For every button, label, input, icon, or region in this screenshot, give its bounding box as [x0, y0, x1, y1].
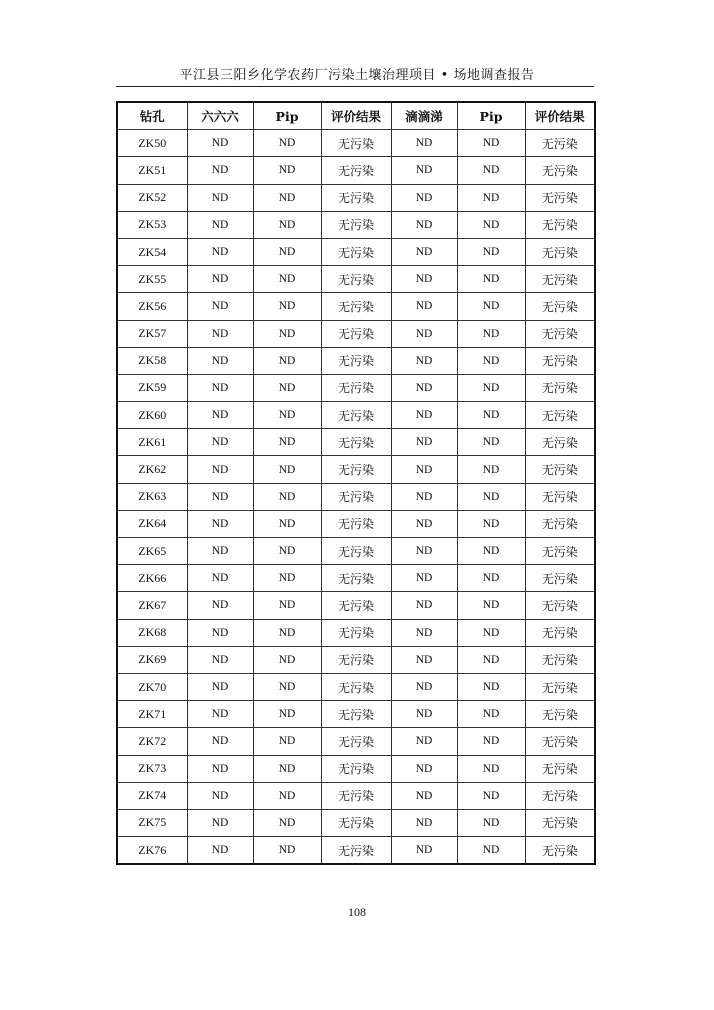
pip-hch-cell: ND	[253, 782, 321, 809]
evaluation-hch-cell: 无污染	[321, 429, 391, 456]
evaluation-hch-cell: 无污染	[321, 538, 391, 565]
column-header-borehole: 钻孔	[117, 102, 187, 130]
evaluation-ddt-cell: 无污染	[525, 266, 595, 293]
borehole-cell: ZK69	[117, 646, 187, 673]
pip-hch-cell: ND	[253, 673, 321, 700]
table-row	[117, 293, 595, 320]
pip-ddt-cell: ND	[457, 728, 525, 755]
evaluation-ddt-cell: 无污染	[525, 157, 595, 184]
evaluation-hch-cell: 无污染	[321, 619, 391, 646]
pip-hch-cell: ND	[253, 701, 321, 728]
borehole-cell: ZK59	[117, 374, 187, 401]
evaluation-hch-cell: 无污染	[321, 646, 391, 673]
ddt-value-cell: ND	[391, 456, 457, 483]
ddt-value-cell: ND	[391, 483, 457, 510]
hch-value-cell: ND	[187, 782, 253, 809]
pip-ddt-cell: ND	[457, 293, 525, 320]
borehole-cell: ZK55	[117, 266, 187, 293]
borehole-cell: ZK65	[117, 538, 187, 565]
column-header-pip-ddt: Pip	[457, 102, 525, 130]
borehole-cell: ZK58	[117, 347, 187, 374]
evaluation-ddt-cell: 无污染	[525, 130, 595, 157]
pip-hch-cell: ND	[253, 266, 321, 293]
pip-hch-cell: ND	[253, 565, 321, 592]
ddt-value-cell: ND	[391, 266, 457, 293]
evaluation-hch-cell: 无污染	[321, 782, 391, 809]
hch-value-cell: ND	[187, 646, 253, 673]
hch-value-cell: ND	[187, 755, 253, 782]
pip-hch-cell: ND	[253, 809, 321, 836]
hch-value-cell: ND	[187, 402, 253, 429]
hch-value-cell: ND	[187, 483, 253, 510]
pip-ddt-cell: ND	[457, 266, 525, 293]
ddt-value-cell: ND	[391, 619, 457, 646]
borehole-cell: ZK56	[117, 293, 187, 320]
evaluation-hch-cell: 无污染	[321, 293, 391, 320]
evaluation-ddt-cell: 无污染	[525, 755, 595, 782]
borehole-cell: ZK62	[117, 456, 187, 483]
evaluation-ddt-cell: 无污染	[525, 293, 595, 320]
ddt-value-cell: ND	[391, 673, 457, 700]
evaluation-hch-cell: 无污染	[321, 673, 391, 700]
evaluation-hch-cell: 无污染	[321, 347, 391, 374]
evaluation-ddt-cell: 无污染	[525, 211, 595, 238]
pip-hch-cell: ND	[253, 184, 321, 211]
pip-ddt-cell: ND	[457, 538, 525, 565]
pip-ddt-cell: ND	[457, 565, 525, 592]
pip-ddt-cell: ND	[457, 238, 525, 265]
pip-hch-cell: ND	[253, 293, 321, 320]
page-number: 108	[348, 905, 366, 919]
pip-hch-cell: ND	[253, 510, 321, 537]
borehole-cell: ZK75	[117, 809, 187, 836]
evaluation-ddt-cell: 无污染	[525, 782, 595, 809]
table-row	[117, 238, 595, 265]
table-row	[117, 510, 595, 537]
evaluation-ddt-cell: 无污染	[525, 592, 595, 619]
evaluation-ddt-cell: 无污染	[525, 646, 595, 673]
ddt-value-cell: ND	[391, 701, 457, 728]
borehole-cell: ZK53	[117, 211, 187, 238]
hch-value-cell: ND	[187, 809, 253, 836]
pip-ddt-cell: ND	[457, 809, 525, 836]
hch-value-cell: ND	[187, 565, 253, 592]
pip-hch-cell: ND	[253, 755, 321, 782]
hch-value-cell: ND	[187, 238, 253, 265]
table-row	[117, 701, 595, 728]
borehole-cell: ZK74	[117, 782, 187, 809]
hch-value-cell: ND	[187, 619, 253, 646]
evaluation-ddt-cell: 无污染	[525, 320, 595, 347]
evaluation-hch-cell: 无污染	[321, 402, 391, 429]
ddt-value-cell: ND	[391, 565, 457, 592]
pip-ddt-cell: ND	[457, 130, 525, 157]
hch-value-cell: ND	[187, 374, 253, 401]
borehole-cell: ZK73	[117, 755, 187, 782]
hch-value-cell: ND	[187, 320, 253, 347]
hch-value-cell: ND	[187, 592, 253, 619]
pip-hch-cell: ND	[253, 483, 321, 510]
table-row	[117, 619, 595, 646]
hch-value-cell: ND	[187, 673, 253, 700]
evaluation-hch-cell: 无污染	[321, 211, 391, 238]
evaluation-ddt-cell: 无污染	[525, 402, 595, 429]
pip-ddt-cell: ND	[457, 402, 525, 429]
pip-hch-cell: ND	[253, 374, 321, 401]
evaluation-hch-cell: 无污染	[321, 809, 391, 836]
pip-ddt-cell: ND	[457, 592, 525, 619]
evaluation-hch-cell: 无污染	[321, 238, 391, 265]
table-row	[117, 728, 595, 755]
hch-value-cell: ND	[187, 510, 253, 537]
pip-ddt-cell: ND	[457, 184, 525, 211]
ddt-value-cell: ND	[391, 782, 457, 809]
pip-hch-cell: ND	[253, 157, 321, 184]
borehole-cell: ZK67	[117, 592, 187, 619]
evaluation-hch-cell: 无污染	[321, 565, 391, 592]
pip-ddt-cell: ND	[457, 510, 525, 537]
pip-ddt-cell: ND	[457, 429, 525, 456]
evaluation-hch-cell: 无污染	[321, 266, 391, 293]
borehole-cell: ZK50	[117, 130, 187, 157]
evaluation-hch-cell: 无污染	[321, 483, 391, 510]
evaluation-ddt-cell: 无污染	[525, 483, 595, 510]
borehole-cell: ZK72	[117, 728, 187, 755]
pip-ddt-cell: ND	[457, 701, 525, 728]
evaluation-hch-cell: 无污染	[321, 130, 391, 157]
pip-ddt-cell: ND	[457, 211, 525, 238]
table-row	[117, 837, 595, 865]
report-header-title: 平江县三阳乡化学农药厂污染土壤治理项目 • 场地调查报告	[179, 68, 535, 83]
table-row	[117, 402, 595, 429]
pip-ddt-cell: ND	[457, 646, 525, 673]
hch-value-cell: ND	[187, 293, 253, 320]
borehole-cell: ZK61	[117, 429, 187, 456]
ddt-value-cell: ND	[391, 347, 457, 374]
table-row	[117, 211, 595, 238]
hch-value-cell: ND	[187, 184, 253, 211]
pip-hch-cell: ND	[253, 402, 321, 429]
evaluation-ddt-cell: 无污染	[525, 184, 595, 211]
borehole-cell: ZK63	[117, 483, 187, 510]
evaluation-ddt-cell: 无污染	[525, 538, 595, 565]
table-row	[117, 646, 595, 673]
pip-hch-cell: ND	[253, 837, 321, 865]
pip-ddt-cell: ND	[457, 782, 525, 809]
pip-ddt-cell: ND	[457, 347, 525, 374]
soil-survey-table	[116, 101, 596, 865]
evaluation-hch-cell: 无污染	[321, 701, 391, 728]
evaluation-hch-cell: 无污染	[321, 592, 391, 619]
borehole-cell: ZK71	[117, 701, 187, 728]
pip-ddt-cell: ND	[457, 374, 525, 401]
table-row	[117, 538, 595, 565]
hch-value-cell: ND	[187, 837, 253, 865]
column-header-evaluation-ddt: 评价结果	[525, 102, 595, 130]
column-header-pip-hch: Pip	[253, 102, 321, 130]
evaluation-ddt-cell: 无污染	[525, 510, 595, 537]
pip-hch-cell: ND	[253, 646, 321, 673]
hch-value-cell: ND	[187, 211, 253, 238]
evaluation-hch-cell: 无污染	[321, 456, 391, 483]
hch-value-cell: ND	[187, 157, 253, 184]
ddt-value-cell: ND	[391, 646, 457, 673]
borehole-cell: ZK51	[117, 157, 187, 184]
column-header-evaluation-hch: 评价结果	[321, 102, 391, 130]
evaluation-ddt-cell: 无污染	[525, 429, 595, 456]
table-row	[117, 347, 595, 374]
evaluation-hch-cell: 无污染	[321, 755, 391, 782]
pip-hch-cell: ND	[253, 429, 321, 456]
pip-hch-cell: ND	[253, 238, 321, 265]
pip-ddt-cell: ND	[457, 157, 525, 184]
evaluation-hch-cell: 无污染	[321, 728, 391, 755]
evaluation-ddt-cell: 无污染	[525, 374, 595, 401]
evaluation-ddt-cell: 无污染	[525, 809, 595, 836]
evaluation-hch-cell: 无污染	[321, 157, 391, 184]
pip-hch-cell: ND	[253, 320, 321, 347]
table-row	[117, 456, 595, 483]
pip-ddt-cell: ND	[457, 483, 525, 510]
table-row	[117, 130, 595, 157]
ddt-value-cell: ND	[391, 184, 457, 211]
borehole-cell: ZK57	[117, 320, 187, 347]
ddt-value-cell: ND	[391, 538, 457, 565]
hch-value-cell: ND	[187, 130, 253, 157]
table-row	[117, 184, 595, 211]
ddt-value-cell: ND	[391, 211, 457, 238]
hch-value-cell: ND	[187, 266, 253, 293]
column-header-hch: 六六六	[187, 102, 253, 130]
ddt-value-cell: ND	[391, 130, 457, 157]
pip-ddt-cell: ND	[457, 673, 525, 700]
hch-value-cell: ND	[187, 701, 253, 728]
table-row	[117, 565, 595, 592]
pip-hch-cell: ND	[253, 619, 321, 646]
ddt-value-cell: ND	[391, 809, 457, 836]
pip-ddt-cell: ND	[457, 837, 525, 865]
table-row	[117, 673, 595, 700]
evaluation-ddt-cell: 无污染	[525, 837, 595, 865]
ddt-value-cell: ND	[391, 755, 457, 782]
table-header-row	[117, 102, 595, 130]
pip-hch-cell: ND	[253, 130, 321, 157]
evaluation-hch-cell: 无污染	[321, 320, 391, 347]
ddt-value-cell: ND	[391, 374, 457, 401]
borehole-cell: ZK54	[117, 238, 187, 265]
ddt-value-cell: ND	[391, 510, 457, 537]
borehole-cell: ZK66	[117, 565, 187, 592]
table-row	[117, 782, 595, 809]
evaluation-ddt-cell: 无污染	[525, 619, 595, 646]
table-row	[117, 320, 595, 347]
table-row	[117, 755, 595, 782]
pip-hch-cell: ND	[253, 592, 321, 619]
evaluation-ddt-cell: 无污染	[525, 456, 595, 483]
pip-hch-cell: ND	[253, 538, 321, 565]
pip-hch-cell: ND	[253, 728, 321, 755]
ddt-value-cell: ND	[391, 592, 457, 619]
evaluation-ddt-cell: 无污染	[525, 673, 595, 700]
borehole-cell: ZK76	[117, 837, 187, 865]
ddt-value-cell: ND	[391, 837, 457, 865]
pip-hch-cell: ND	[253, 211, 321, 238]
borehole-cell: ZK52	[117, 184, 187, 211]
table-row	[117, 483, 595, 510]
table-row	[117, 157, 595, 184]
table-row	[117, 429, 595, 456]
ddt-value-cell: ND	[391, 728, 457, 755]
table-row	[117, 374, 595, 401]
evaluation-hch-cell: 无污染	[321, 510, 391, 537]
hch-value-cell: ND	[187, 429, 253, 456]
table-row	[117, 592, 595, 619]
evaluation-ddt-cell: 无污染	[525, 347, 595, 374]
ddt-value-cell: ND	[391, 157, 457, 184]
table-body	[117, 130, 595, 865]
column-header-ddt: 滴滴涕	[391, 102, 457, 130]
pip-ddt-cell: ND	[457, 456, 525, 483]
ddt-value-cell: ND	[391, 402, 457, 429]
hch-value-cell: ND	[187, 456, 253, 483]
borehole-cell: ZK70	[117, 673, 187, 700]
pip-ddt-cell: ND	[457, 755, 525, 782]
ddt-value-cell: ND	[391, 238, 457, 265]
borehole-cell: ZK60	[117, 402, 187, 429]
hch-value-cell: ND	[187, 728, 253, 755]
hch-value-cell: ND	[187, 538, 253, 565]
evaluation-ddt-cell: 无污染	[525, 238, 595, 265]
pip-ddt-cell: ND	[457, 320, 525, 347]
evaluation-ddt-cell: 无污染	[525, 728, 595, 755]
evaluation-ddt-cell: 无污染	[525, 701, 595, 728]
hch-value-cell: ND	[187, 347, 253, 374]
evaluation-hch-cell: 无污染	[321, 837, 391, 865]
borehole-cell: ZK64	[117, 510, 187, 537]
evaluation-hch-cell: 无污染	[321, 374, 391, 401]
pip-hch-cell: ND	[253, 456, 321, 483]
table-row	[117, 809, 595, 836]
evaluation-ddt-cell: 无污染	[525, 565, 595, 592]
ddt-value-cell: ND	[391, 320, 457, 347]
table-row	[117, 266, 595, 293]
borehole-cell: ZK68	[117, 619, 187, 646]
pip-hch-cell: ND	[253, 347, 321, 374]
header-divider	[116, 86, 594, 87]
evaluation-hch-cell: 无污染	[321, 184, 391, 211]
pip-ddt-cell: ND	[457, 619, 525, 646]
ddt-value-cell: ND	[391, 293, 457, 320]
ddt-value-cell: ND	[391, 429, 457, 456]
